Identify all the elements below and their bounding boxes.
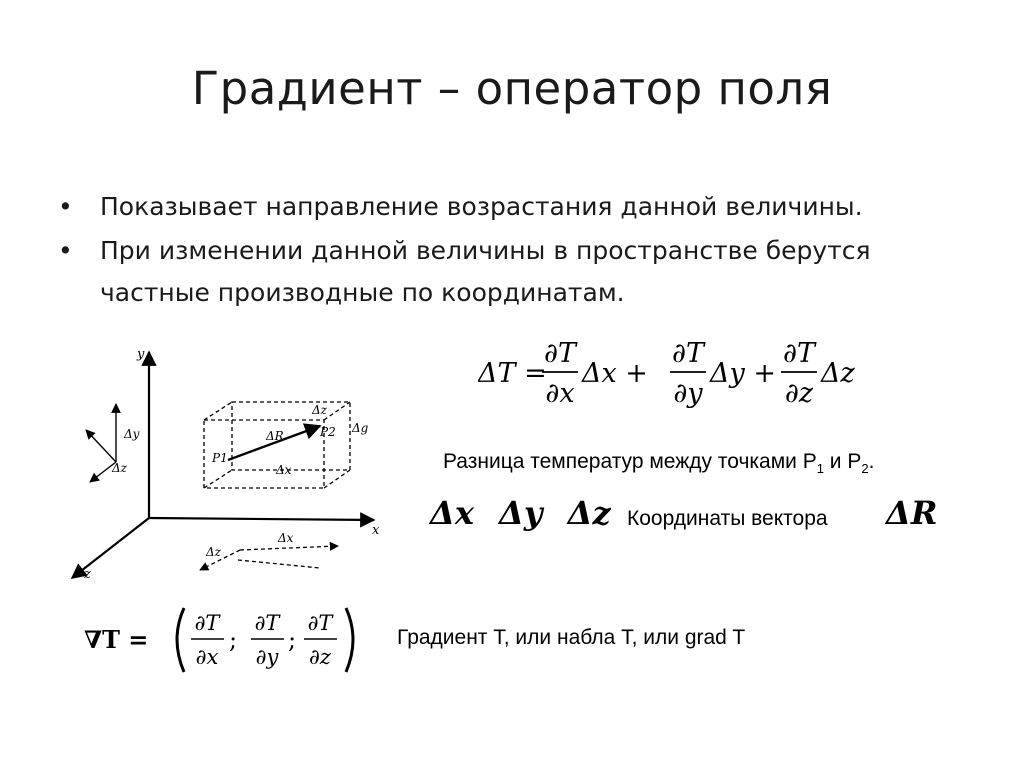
formula2-num-z: ∂T <box>307 611 333 635</box>
formula2-den-y: ∂y <box>255 645 279 669</box>
box-dx-label: Δx <box>276 463 292 477</box>
formula2-lhs: ∇T = <box>84 625 149 654</box>
delta-y: Δy <box>499 494 543 532</box>
bottom-dz-label: Δz <box>206 545 221 559</box>
bullet-text-2: При изменении данной величины в пространстве берутся частные производные по координатам. <box>100 236 871 307</box>
formula1-num-z: ∂T <box>783 338 815 369</box>
vector-dR-label: ΔR <box>266 429 284 443</box>
bullet-list <box>58 186 978 316</box>
formula1-tail-x: Δx + <box>582 358 648 389</box>
formula2-den-z: ∂z <box>309 645 331 669</box>
bottom-dx-label: Δx <box>278 531 294 545</box>
coordinate-diagram <box>62 338 402 594</box>
bullet-dot-icon: • <box>58 236 73 265</box>
gradient-formula <box>84 598 374 680</box>
component-diag-arrow <box>86 430 116 462</box>
bullet-item-2 <box>58 230 978 314</box>
temperature-difference-formula <box>478 334 858 412</box>
formula1-num-x: ∂T <box>544 338 576 369</box>
component-dz-label: Δz <box>112 461 127 475</box>
slide-title: Градиент – оператор поля <box>191 62 833 115</box>
formula2-den-x: ∂x <box>195 645 219 669</box>
formula1-den-x: ∂x <box>545 378 575 409</box>
component-dy-label: Δy <box>124 427 140 441</box>
point-p1-label: P1 <box>212 451 228 465</box>
axis-y-label: y <box>137 347 145 362</box>
bullet-item-1 <box>58 186 978 228</box>
delta-coordinates <box>430 494 625 532</box>
formula1-tail-y: Δy + <box>710 358 776 389</box>
formula1-num-y: ∂T <box>672 338 704 369</box>
bottom-dx-arrow <box>240 546 338 550</box>
gradient-caption: Градиент T, или набла T, или grad T <box>397 626 746 649</box>
box-dz-label: Δz <box>312 403 327 417</box>
bottom-resultant <box>238 560 320 568</box>
point-p2-label: P2 <box>320 425 336 439</box>
axis-x-label: x <box>372 523 380 538</box>
vector-symbol: ΔR <box>886 494 938 532</box>
delta-z: Δz <box>567 494 611 532</box>
formula2-sep-1: ; <box>229 626 238 654</box>
axis-x-line <box>149 518 374 520</box>
temperature-caption: Разница температур между точками $P_1$ и $P_2$. <box>443 450 875 477</box>
formula1-den-y: ∂y <box>673 378 703 409</box>
formula1-den-z: ∂z <box>784 378 814 409</box>
delta-x: Δx <box>430 494 474 532</box>
box-dg-label: Δg <box>352 421 369 435</box>
bullet-text-1: Показывает направление возрастания данной величины. <box>100 192 863 221</box>
formula2-sep-2: ; <box>288 626 297 654</box>
formula2-num-x: ∂T <box>194 611 220 635</box>
left-paren-icon <box>177 608 184 672</box>
formula1-lhs: ΔT = <box>478 358 547 389</box>
right-paren-icon <box>346 608 353 672</box>
bullet-dot-icon: • <box>58 192 73 221</box>
formula1-tail-z: Δz <box>821 358 855 389</box>
vector-caption: Координаты вектора <box>627 507 828 530</box>
formula2-num-y: ∂T <box>254 611 280 635</box>
axis-z-label: z <box>84 567 91 582</box>
